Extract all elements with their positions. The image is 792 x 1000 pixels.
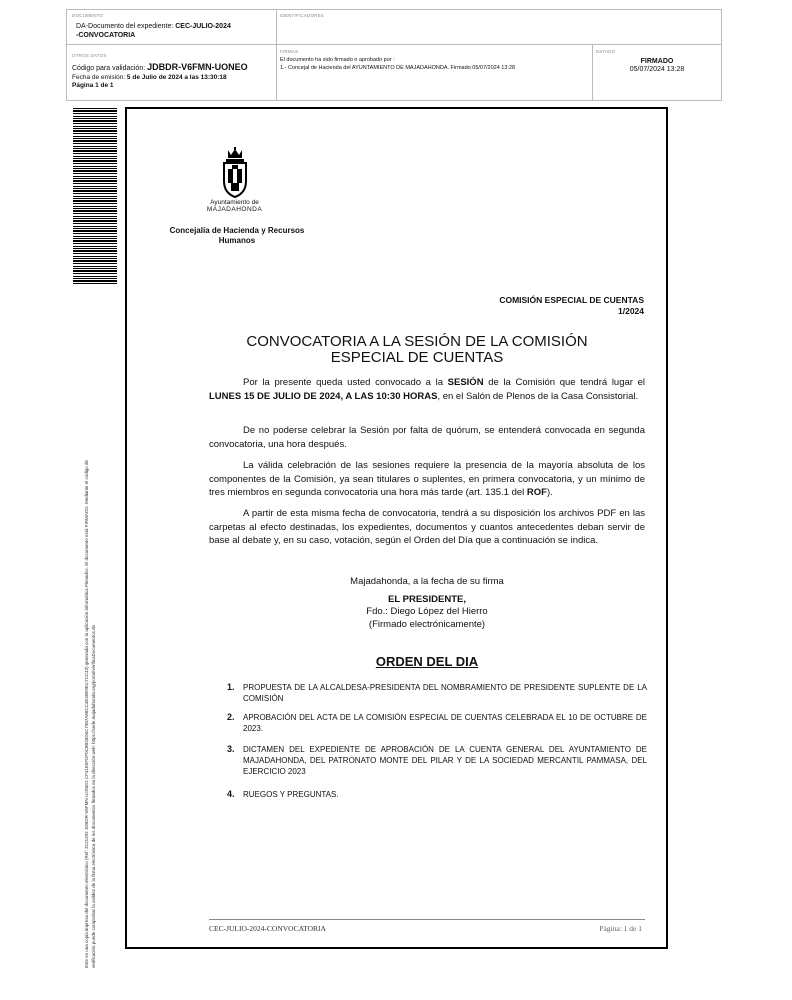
- documento-line2: -CONVOCATORIA: [76, 32, 136, 39]
- comision-reference: COMISIÓN ESPECIAL DE CUENTAS 1/2024: [499, 295, 644, 316]
- page-title: CONVOCATORIA A LA SESIÓN DE LA COMISIÓN ESPECIAL DE CUENTAS: [246, 333, 588, 366]
- documento-label: DOCUMENTO: [72, 13, 104, 18]
- ayuntamiento-wordmark: Ayuntamiento de MAJADAHONDA: [206, 199, 263, 213]
- footer-page-number: Página: 1 de 1: [599, 924, 642, 933]
- paragraph-3: La válida celebración de las sesiones requiere la presencia de la mayoría absoluta de los componentes de la Comisión, ya sean titulares o suplentes, en primera convocatoria, y un mínimo de tres miembros en segunda convocatoria una hora más tarde (art. 135.1 del ROF).: [209, 460, 645, 498]
- agenda-item-number: 4.: [227, 789, 235, 799]
- agenda-item-number: 2.: [227, 712, 235, 722]
- firmas-label: FIRMAS: [280, 49, 299, 54]
- documento-cell: [67, 10, 277, 45]
- agenda-item-text: DICTAMEN DEL EXPEDIENTE DE APROBACIÓN DE LA CUENTA GENERAL DEL AYUNTAMIENTO DE MAJADAHONDA, DEL PATRONATO MONTE DEL PILAR Y DE LA SOCIEDAD MERCANTIL PAMMASA, DEL EJERCICIO 2023: [243, 745, 647, 776]
- identificadores-cell: [277, 10, 721, 45]
- agenda-item: [227, 789, 647, 800]
- barcode: [73, 108, 117, 284]
- identificadores-label: IDENTIFICADORES: [280, 13, 325, 18]
- signature-place: Majadahonda, a la fecha de su firma: [350, 576, 504, 587]
- agenda-item-text: PROPUESTA DE LA ALCALDESA-PRESIDENTA DEL NOMBRAMIENTO DE PRESIDENTE SUPLENTE DE LA COMISIÓN: [243, 683, 647, 703]
- fecha-emision: Fecha de emisión: 5 de Julio de 2024 a las 13:30:18: [72, 74, 227, 81]
- agenda-item-number: 3.: [227, 744, 235, 754]
- pagina-header: Página 1 de 1: [72, 82, 114, 89]
- agenda-item: [227, 682, 647, 704]
- footer-reference: CEC-JULIO-2024-CONVOCATORIA: [209, 924, 326, 933]
- paragraph-2: De no poderse celebrar la Sesión por falta de quórum, se entenderá convocada en segunda convocatoria, una hora después.: [209, 425, 645, 450]
- signature-name: Fdo.: Diego López del Hierro: [366, 606, 488, 617]
- estado-value: FIRMADO: [640, 58, 674, 65]
- documento-line1: DA-Documento del expediente: CEC-JULIO-2024: [76, 23, 231, 30]
- footer-divider: [209, 919, 645, 920]
- agenda-item-text: RUEGOS Y PREGUNTAS.: [243, 790, 339, 799]
- concejalia-heading: Concejalía de Hacienda y Recursos Humanos: [169, 226, 305, 245]
- agenda-item-number: 1.: [227, 682, 235, 692]
- firmas-line1: El documento ha sido firmado o aprobado por :: [280, 57, 395, 63]
- signature-role: EL PRESIDENTE,: [388, 594, 466, 605]
- majadahonda-crest-logo: [220, 147, 250, 201]
- estado-cell: [593, 45, 721, 100]
- document-header: [66, 9, 722, 101]
- agenda-item-text: APROBACIÓN DEL ACTA DE LA COMISIÓN ESPECIAL DE CUENTAS CELEBRADA EL 10 DE OCTUBRE DE 2023.: [243, 713, 647, 733]
- paragraph-4: A partir de esta misma fecha de convocatoria, tendrá a su disposición los archivos PDF en las carpetas al efecto destinadas, los expedientes, documentos y cuantos antecedentes deban servir de base al debate y, en su caso, votación, según el Orden del Día que a continuación se indica.: [209, 508, 645, 546]
- agenda-item: [227, 712, 647, 734]
- paragraph-1: Por la presente queda usted convocado a la SESIÓN de la Comisión que tendrá lugar el LUNES 15 DE JULIO DE 2024, A LAS 10:30 HORAS, en el Salón de Plenos de la Casa Consistorial.: [209, 377, 645, 402]
- otros-datos-label: OTROS DATOS: [72, 53, 107, 58]
- firmas-line2: 1.- Concejal de Hacienda del AYUNTAMIENTO DE MAJADAHONDA. Firmado 05/07/2024 13:28: [280, 65, 516, 71]
- estado-label: ESTADO: [596, 49, 616, 54]
- firmas-cell: [277, 45, 593, 100]
- document-page: [125, 107, 668, 949]
- side-verification-text-2: verificación puede comprobar la validez de la firma electrónica de los documentos firmados en la dirección web: https://sede.majadahonda.org/portal/verificaDocumentos.do: [91, 624, 96, 968]
- agenda-item: [227, 744, 647, 777]
- orden-del-dia-title: ORDEN DEL DIA: [375, 654, 479, 669]
- otros-datos-cell: [67, 45, 277, 100]
- signature-note: (Firmado electrónicamente): [368, 619, 486, 630]
- side-verification-text-1: Este es una copia impresa del documento electrónico (Ref: 3121292 JDBDR-V6FMN-UONEO CF41E5FDF0C8B26D6C7987A68CC4E40E9EC7CC43) generada con la aplicación informática Firmadoc. El documento está FIRMADO. Mediante el código de: [84, 460, 89, 968]
- estado-fecha: 05/07/2024 13:28: [629, 66, 685, 73]
- codigo-validacion: Código para validación: JDBDR-V6FMN-UONEO: [72, 62, 248, 72]
